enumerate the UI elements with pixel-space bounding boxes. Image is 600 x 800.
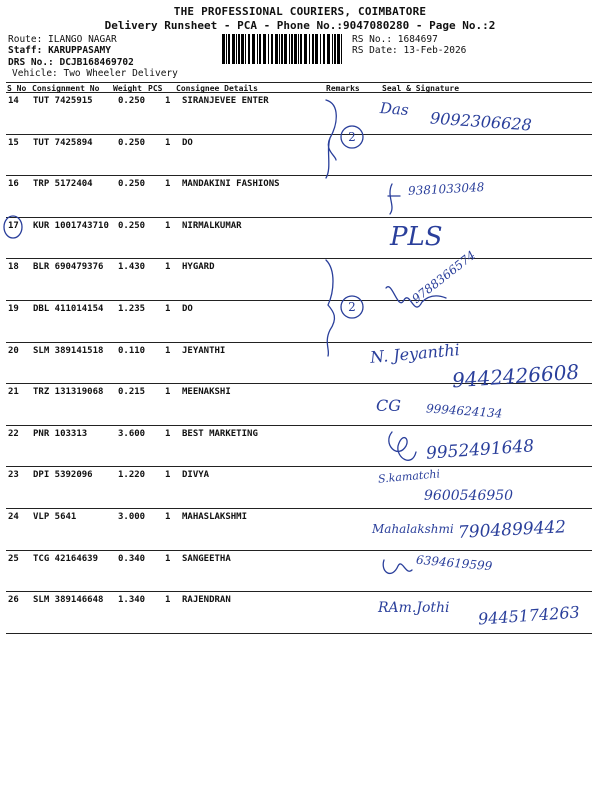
- row-divider: [6, 591, 592, 592]
- row-sno: 18: [8, 262, 19, 272]
- row-consignment-no: VLP 5641: [33, 512, 77, 522]
- row-sno: 23: [8, 470, 19, 480]
- barcode-bar: [263, 34, 266, 64]
- rs-date: RS Date: 13-Feb-2026: [352, 45, 467, 56]
- barcode-bar: [341, 34, 342, 64]
- row-consignment-no: BLR 690479376: [33, 262, 104, 272]
- barcode-bar: [327, 34, 330, 64]
- row-consignment-no: SLM 389141518: [33, 346, 104, 356]
- row-weight: 0.250: [118, 96, 146, 106]
- row-pcs: 1: [165, 554, 171, 564]
- row-sno: 17: [8, 221, 19, 231]
- row-sno: 25: [8, 554, 19, 564]
- runsheet-table: [6, 82, 592, 630]
- row-sno: 21: [8, 387, 19, 397]
- row-weight: 3.000: [118, 512, 146, 522]
- barcode-bar: [252, 34, 255, 64]
- barcode-bar: [279, 34, 280, 64]
- row-consignee: BEST MARKETING: [182, 429, 258, 439]
- staff-name: KARUPPASAMY: [48, 45, 111, 56]
- barcode-bar: [337, 34, 340, 64]
- row-sno: 22: [8, 429, 19, 439]
- row-consignee: MAHASLAKSHMI: [182, 512, 248, 522]
- barcode-bar: [228, 34, 230, 64]
- barcode-bar: [271, 34, 273, 64]
- barcode-bar: [232, 34, 235, 64]
- barcode: [222, 34, 346, 64]
- drs-number: DCJB168469702: [59, 57, 134, 68]
- row-sno: 16: [8, 179, 19, 189]
- row-divider: [6, 550, 592, 551]
- header-rule: [6, 82, 592, 83]
- row-divider: [6, 633, 592, 634]
- barcode-bar: [222, 34, 225, 64]
- row-sno: 20: [8, 346, 19, 356]
- row-pcs: 1: [165, 512, 171, 522]
- page-subtitle: Delivery Runsheet - PCA - Phone No.:9047080280 - Page No.:2: [104, 19, 496, 32]
- barcode-bar: [315, 34, 318, 64]
- row-consignment-no: PNR 103313: [33, 429, 88, 439]
- row-divider: [6, 342, 592, 343]
- handwritten-phone-25: 6394619599: [415, 552, 493, 574]
- row-weight: 1.220: [118, 470, 146, 480]
- row-divider: [6, 425, 592, 426]
- barcode-bar: [334, 34, 336, 64]
- handwritten-phone-18: 9788366574: [409, 247, 479, 306]
- handwritten-phone-20: 9442426608: [451, 359, 580, 393]
- row-sno: 15: [8, 138, 19, 148]
- row-divider: [6, 134, 592, 135]
- row-weight: 1.430: [118, 262, 146, 272]
- row-consignment-no: TRP 5172404: [33, 179, 93, 189]
- col-sno: S No: [7, 84, 27, 93]
- row-pcs: 1: [165, 304, 171, 314]
- row-consignment-no: DPI 5392096: [33, 470, 93, 480]
- signature-row-24: Mahalakshmi: [372, 522, 454, 536]
- row-divider: [6, 217, 592, 218]
- barcode-bar: [323, 34, 325, 64]
- barcode-bar: [241, 34, 244, 64]
- drs-label: DRS No.:: [8, 57, 54, 68]
- signature-row-26: RAm.Jothi: [378, 600, 450, 616]
- barcode-bar: [304, 34, 307, 64]
- row-pcs: 1: [165, 221, 171, 231]
- row-sno: 14: [8, 96, 19, 106]
- row-weight: 3.600: [118, 429, 146, 439]
- col-consignment: Consignment No: [32, 84, 100, 93]
- col-remarks: Remarks: [326, 84, 360, 93]
- row-consignee: MANDAKINI FASHIONS: [182, 179, 280, 189]
- row-pcs: 1: [165, 470, 171, 480]
- handwritten-phone-14: 9092306628: [429, 108, 533, 135]
- barcode-bar: [320, 34, 321, 64]
- row-weight: 0.110: [118, 346, 146, 356]
- row-weight: 0.340: [118, 554, 146, 564]
- barcode-bar: [312, 34, 314, 64]
- barcode-bar: [245, 34, 246, 64]
- barcode-bar: [300, 34, 302, 64]
- page-title: THE PROFESSIONAL COURIERS, COIMBATORE: [173, 5, 427, 18]
- handwritten-phone-24: 7904899442: [457, 517, 567, 543]
- row-consignment-no: KUR 1001743710: [33, 221, 109, 231]
- handwritten-phone-26: 9445174263: [477, 602, 581, 629]
- row-consignee: DO: [182, 138, 193, 148]
- barcode-bar: [281, 34, 283, 64]
- row-consignment-no: DBL 411014154: [33, 304, 104, 314]
- barcode-bar: [298, 34, 299, 64]
- remarks-mark-bottom: 2: [348, 300, 356, 314]
- row-consignment-no: SLM 389146648: [33, 595, 104, 605]
- row-pcs: 1: [165, 595, 171, 605]
- col-seal: Seal & Signature: [382, 84, 460, 93]
- staff-label: Staff:: [8, 45, 43, 56]
- col-pcs: PCS: [148, 84, 163, 93]
- row-pcs: 1: [165, 96, 171, 106]
- barcode-bar: [259, 34, 261, 64]
- row-sno: 19: [8, 304, 19, 314]
- barcode-bar: [236, 34, 237, 64]
- col-weight: Weight: [113, 84, 142, 93]
- row-sno: 24: [8, 512, 19, 522]
- row-divider: [6, 508, 592, 509]
- drs-info: [8, 57, 134, 68]
- row-consignee: JEYANTHI: [182, 346, 226, 356]
- row-pcs: 1: [165, 429, 171, 439]
- row-consignee: DIVYA: [182, 470, 210, 480]
- row-consignee: RAJENDRAN: [182, 595, 231, 605]
- row-weight: 0.215: [118, 387, 146, 397]
- row-pcs: 1: [165, 138, 171, 148]
- row-pcs: 1: [165, 346, 171, 356]
- row-consignee: DO: [182, 304, 193, 314]
- barcode-bar: [289, 34, 290, 64]
- row-consignee: HYGARD: [182, 262, 215, 272]
- handwritten-phone-23: 9600546950: [424, 488, 514, 504]
- route-label: Route: ILANGO NAGAR: [8, 34, 117, 45]
- row-divider: [6, 300, 592, 301]
- row-weight: 1.235: [118, 304, 146, 314]
- row-weight: 0.250: [118, 221, 146, 231]
- barcode-bar: [294, 34, 297, 64]
- barcode-bar: [284, 34, 287, 64]
- vehicle-label: Vehicle: Two Wheeler Delivery: [12, 68, 178, 79]
- row-pcs: 1: [165, 262, 171, 272]
- barcode-bar: [332, 34, 333, 64]
- signature-row-21: CG: [376, 396, 402, 415]
- row-consignment-no: TRZ 131319068: [33, 387, 104, 397]
- signature-row-23: S.kamatchi: [377, 467, 441, 486]
- row-divider: [6, 175, 592, 176]
- row-consignment-no: TUT 7425894: [33, 138, 93, 148]
- barcode-bar: [268, 34, 269, 64]
- barcode-bar: [248, 34, 250, 64]
- row-weight: 0.250: [118, 179, 146, 189]
- row-sno: 26: [8, 595, 19, 605]
- rs-number: RS No.: 1684697: [352, 34, 438, 45]
- row-consignment-no: TUT 7425915: [33, 96, 93, 106]
- row-consignment-no: TCG 42164639: [33, 554, 99, 564]
- row-divider: [6, 258, 592, 259]
- row-consignee: MEENAKSHI: [182, 387, 231, 397]
- barcode-bar: [309, 34, 310, 64]
- barcode-bar: [226, 34, 227, 64]
- barcode-bar: [275, 34, 278, 64]
- handwritten-phone-16: 9381033048: [407, 180, 485, 198]
- staff-info: [8, 45, 111, 56]
- row-weight: 0.250: [118, 138, 146, 148]
- row-divider: [6, 466, 592, 467]
- barcode-bar: [238, 34, 240, 64]
- barcode-bar: [257, 34, 258, 64]
- remarks-mark-top: 2: [348, 130, 356, 144]
- signature-row-20: N. Jeyanthi: [369, 340, 461, 367]
- handwritten-phone-21: 9994624134: [425, 401, 503, 421]
- row-consignee: SIRANJEVEE ENTER: [182, 96, 269, 106]
- row-consignee: SANGEETHA: [182, 554, 231, 564]
- row-weight: 1.340: [118, 595, 146, 605]
- col-consignee: Consignee Details: [176, 84, 258, 93]
- row-pcs: 1: [165, 387, 171, 397]
- signature-row-14: Das: [379, 99, 410, 119]
- handwritten-phone-22: 9952491648: [425, 436, 535, 464]
- row-pcs: 1: [165, 179, 171, 189]
- row-consignee: NIRMALKUMAR: [182, 221, 242, 231]
- signature-row-17: PLS: [390, 222, 443, 252]
- barcode-bar: [291, 34, 293, 64]
